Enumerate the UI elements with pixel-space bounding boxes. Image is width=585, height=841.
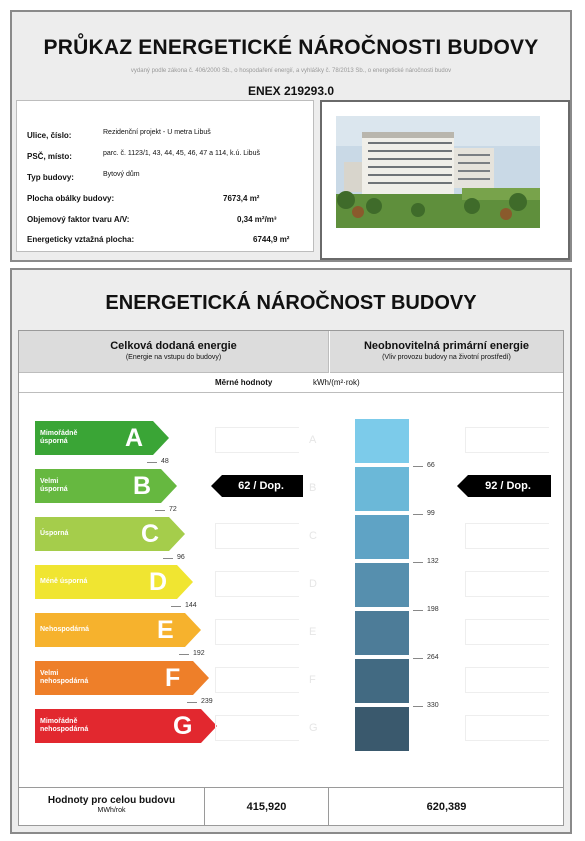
ghost-letter-a: A (309, 434, 317, 446)
class-arrow-b (35, 469, 177, 503)
primary-ghost-slot-5 (465, 619, 549, 645)
psc-label: PSČ, místo: (27, 152, 72, 161)
psc-value: parc. č. 1123/1, 43, 44, 45, 46, 47 a 114, k.ú. Libuš (103, 150, 260, 157)
limit-tick-c (163, 558, 173, 559)
primary-tick-4 (413, 610, 423, 611)
ghost-slot-e (215, 619, 299, 645)
class-arrow-e (35, 613, 201, 647)
primary-limit-4: 198 (427, 606, 439, 613)
ghost-slot-g (215, 715, 299, 741)
type-value: Bytový dům (103, 171, 140, 178)
class-f-letter: F (165, 664, 181, 692)
class-f-label-1: Velmi (40, 670, 59, 677)
limit-tick-d (171, 606, 181, 607)
limit-f: 239 (201, 698, 213, 705)
limit-tick-a (147, 462, 157, 463)
class-a-label-2: úsporná (40, 438, 68, 445)
class-d-label-1: Méně úsporná (40, 578, 88, 585)
envelope-label: Plocha obálky budovy: (27, 194, 115, 203)
primary-limit-3: 132 (427, 558, 439, 565)
reference-area-label: Energeticky vztažná plocha: (27, 235, 135, 244)
ghost-letter-f: F (309, 674, 316, 686)
class-e-letter: E (157, 616, 174, 644)
class-f-label-2: nehospodárná (40, 678, 89, 685)
totals-row (19, 787, 563, 825)
limit-tick-f (187, 702, 197, 703)
total-delivered-energy: 415,920 (205, 788, 329, 826)
primary-limit-2: 99 (427, 510, 435, 517)
limit-b: 72 (169, 506, 177, 513)
primary-tick-5 (413, 658, 423, 659)
unit-row (19, 373, 563, 393)
primary-ghost-slot-4 (465, 571, 549, 597)
limit-d: 144 (185, 602, 197, 609)
ghost-letter-e: E (309, 626, 317, 638)
class-a-label-1: Mimořádně (40, 430, 78, 437)
rating-table (18, 330, 564, 826)
building-rendering-image (322, 102, 568, 258)
primary-bar-segment-f (355, 659, 409, 703)
street-label: Ulice, číslo: (27, 131, 72, 140)
totals-label: Hodnoty pro celou budovu (47, 795, 176, 806)
ghost-letter-b: B (309, 482, 317, 494)
shape-factor-label: Objemový faktor tvaru A/V: (27, 215, 130, 224)
class-c-label-1: Úsporná (40, 530, 69, 537)
class-arrow-d (35, 565, 193, 599)
delivered-energy-title: Celková dodaná energie (110, 340, 237, 352)
delivered-energy-rating-value: 62 / Dop. (238, 480, 284, 492)
primary-ghost-slot-6 (465, 667, 549, 693)
unit-label: kWh/(m²·rok) (313, 378, 360, 387)
primary-ghost-slot-1 (465, 427, 549, 453)
ghost-slot-d (215, 571, 299, 597)
type-label: Typ budovy: (27, 173, 74, 182)
class-a-letter: A (125, 424, 144, 452)
class-arrow-c (35, 517, 185, 551)
limit-tick-e (179, 654, 189, 655)
totals-label-cell (19, 788, 205, 826)
energy-rating-panel (10, 268, 572, 834)
ghost-slot-f (215, 667, 299, 693)
delivered-energy-header (19, 331, 329, 373)
primary-bar-segment-b (355, 467, 409, 511)
delivered-energy-rating-marker (211, 475, 303, 497)
reference-area-value: 6744,9 m² (253, 235, 290, 244)
class-arrow-g (35, 709, 217, 743)
primary-limit-5: 264 (427, 654, 439, 661)
ghost-letter-g: G (309, 722, 318, 734)
class-arrow-a (35, 421, 169, 455)
limit-a: 48 (161, 458, 169, 465)
primary-energy-subtitle: (Vliv provozu budovy na životní prostředí) (382, 354, 511, 361)
class-g-label-2: nehospodárná (40, 726, 89, 733)
class-b-letter: B (133, 472, 152, 500)
primary-bar-segment-c (355, 515, 409, 559)
building-photo (320, 100, 570, 260)
class-c-letter: C (141, 520, 160, 548)
class-arrow-f (35, 661, 209, 695)
total-primary-energy: 620,389 (426, 801, 467, 813)
ghost-slot-c (215, 523, 299, 549)
shape-factor-value: 0,34 m²/m³ (237, 215, 277, 224)
primary-limit-1: 66 (427, 462, 435, 469)
specific-values-label: Měrné hodnoty (215, 378, 273, 387)
primary-ghost-slot-7 (465, 715, 549, 741)
class-d-letter: D (149, 568, 168, 596)
limit-c: 96 (177, 554, 185, 561)
certificate-title: PRŮKAZ ENERGETICKÉ NÁROČNOSTI BUDOVY (43, 36, 539, 59)
primary-tick-3 (413, 562, 423, 563)
certificate-header-panel (10, 10, 572, 262)
limit-e: 192 (193, 650, 205, 657)
ghost-letter-c: C (309, 530, 317, 542)
primary-tick-1 (413, 466, 423, 467)
delivered-energy-subtitle: (Energie na vstupu do budovy) (125, 354, 222, 361)
enex-number: ENEX 219293.0 (247, 84, 335, 98)
ghost-slot-a (215, 427, 299, 453)
class-e-label-1: Nehospodárná (40, 626, 90, 633)
primary-ghost-slot-3 (465, 523, 549, 549)
primary-bar-segment-g (355, 707, 409, 751)
ghost-letter-d: D (309, 578, 317, 590)
class-b-label-1: Velmi (40, 478, 59, 485)
envelope-value: 7673,4 m² (223, 194, 260, 203)
building-info-box (16, 100, 314, 252)
primary-energy-rating-value: 92 / Dop. (485, 480, 531, 492)
class-g-label-1: Mimořádně (40, 718, 78, 725)
class-g-letter: G (173, 712, 193, 740)
primary-energy-header (330, 331, 563, 373)
legal-basis-text: vydaný podle zákona č. 406/2000 Sb., o hospodaření energií, a vyhlášky č. 78/2013 Sb., o energetické náročnosti budov (130, 68, 452, 74)
primary-energy-title: Neobnovitelná primární energie (363, 340, 530, 352)
class-b-label-2: úsporná (40, 486, 68, 493)
limit-tick-b (155, 510, 165, 511)
primary-bar-segment-d (355, 563, 409, 607)
primary-limit-6: 330 (427, 702, 439, 709)
primary-bar-segment-e (355, 611, 409, 655)
primary-energy-rating-marker (457, 475, 551, 497)
primary-tick-6 (413, 706, 423, 707)
primary-tick-2 (413, 514, 423, 515)
street-value: Rezidenční projekt - U metra Libuš (103, 129, 211, 136)
rating-title: ENERGETICKÁ NÁROČNOST BUDOVY (105, 292, 477, 314)
totals-unit: MWh/rok (97, 807, 126, 814)
primary-bar-segment-a (355, 419, 409, 463)
